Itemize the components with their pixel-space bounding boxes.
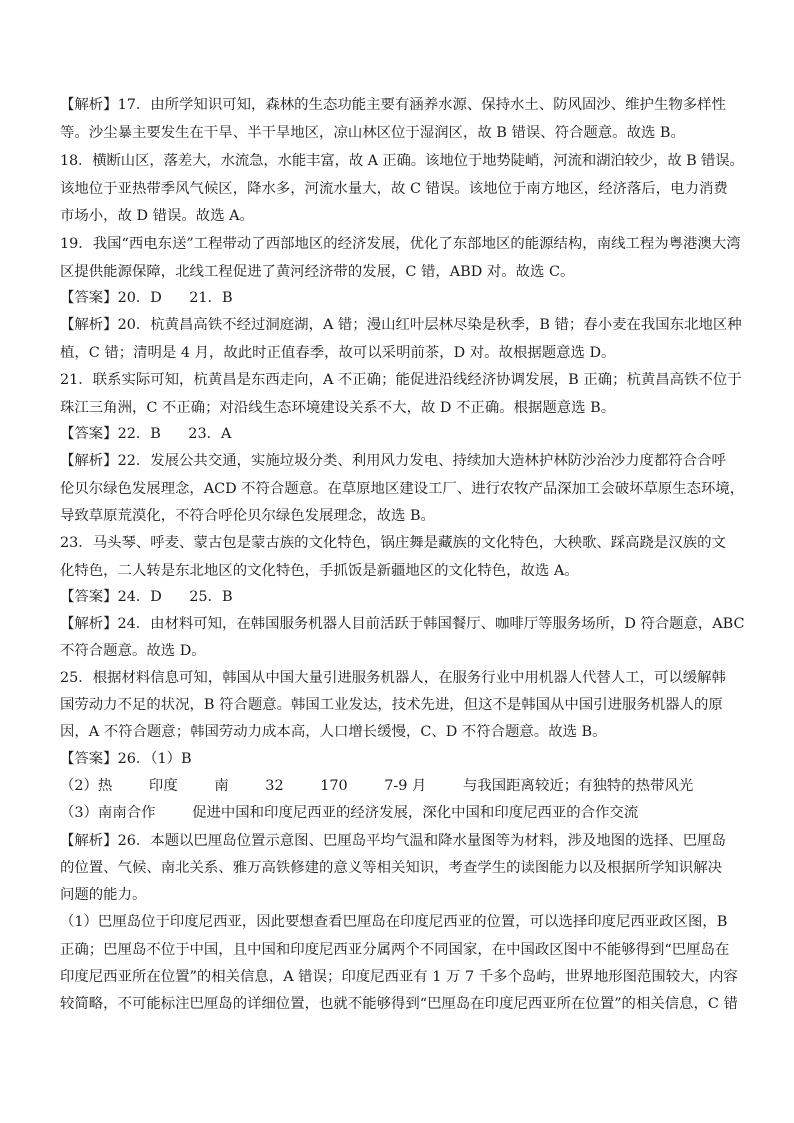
text-line: 的位置、气候、南北关系、雅万高铁修建的意义等相关知识，考查学生的读图能力以及根据所学知识解决 (60, 860, 722, 876)
text-line: 19．我国“西电东送”工程带动了西部地区的经济发展，优化了东部地区的能源结构，南线工程为粤港澳大湾 (60, 236, 741, 252)
text-line: 21．联系实际可知，杭黄昌是东西走向，A 不正确；能促进沿线经济协调发展，B 正确；杭黄昌高铁不位于 (60, 372, 742, 388)
text-line: 较简略，不可能标注巴厘岛的详细位置，也就不能够得到“巴厘岛在印度尼西亚所在位置”的相关信息，C 错 (60, 996, 738, 1012)
text-line: （1）巴厘岛位于印度尼西亚，因此要想查看巴厘岛在印度尼西亚的位置，可以选择印度尼西亚政区图，B (60, 914, 728, 930)
answer-line: 【答案】22．B 23．A (60, 426, 232, 442)
text-line: 市场小，故 D 错误。故选 A。 (60, 208, 254, 224)
text-line: 18．横断山区，落差大，水流急，水能丰富，故 A 正确。该地位于地势陡峭，河流和湖泊较少，故 B 错误。 (60, 153, 744, 169)
text-line: 植，C 错；清明是 4 月，故此时正值春季，故可以采明前茶，D 对。故根据题意选 D。 (60, 345, 616, 361)
text-line: 【解析】20．杭黄昌高铁不经过洞庭湖，A 错；漫山红叶层林尽染是秋季，B 错；春小麦在我国东北地区种 (60, 317, 742, 333)
text-line: （3）南南合作 促进中国和印度尼西亚的经济发展，深化中国和印度尼西亚的合作交流 (60, 805, 639, 821)
text-line: 珠江三角洲，C 不正确；对沿线生态环境建设关系不大，故 D 不正确。根据题意选 B。 (60, 400, 616, 416)
text-line: 25．根据材料信息可知，韩国从中国大量引进服务机器人，在服务行业中用机器人代替人工，可以缓解韩 (60, 670, 726, 686)
text-line: 印度尼西亚所在位置”的相关信息，A 错误；印度尼西亚有 1 万 7 千多个岛屿，世界地形图范围较大，内容 (60, 969, 738, 985)
text-line: 导致草原荒漠化，不符合呼伦贝尔绿色发展理念，故选 B。 (60, 508, 435, 524)
text-line: 【解析】17．由所学知识可知，森林的生态功能主要有涵养水源、保持水土、防风固沙、维护生物多样性 (60, 97, 726, 113)
text-line: 23．马头琴、呼麦、蒙古包是蒙古族的文化特色，锅庄舞是藏族的文化特色，大秧歌、踩高跷是汉族的文 (60, 535, 726, 551)
text-line: 区提供能源保障，北线工程促进了黄河经济带的发展，C 错，ABD 对。故选 C。 (60, 264, 575, 280)
text-line: 等。沙尘暴主要发生在干旱、半干旱地区，凉山林区位于湿润区，故 B 错误、符合题意。故选 B。 (60, 125, 685, 141)
text-line: 【解析】26．本题以巴厘岛位置示意图、巴厘岛平均气温和降水量图等为材料，涉及地图的选择、巴厘岛 (60, 833, 726, 849)
text-line: 伦贝尔绿色发展理念，ACD 不符合题意。在草原地区建设工厂、进行农牧产品深加工会破坏草原生态环境， (60, 481, 745, 497)
answer-line: 【答案】20．D 21．B (60, 290, 233, 306)
answer-line: 【答案】26．（1）B (60, 751, 192, 767)
text-line: （2）热 印度 南 32 170 7-9 月 与我国距离较近；有独特的热带风光 (60, 778, 694, 794)
text-line: 国劳动力不足的状况，B 符合题意。韩国工业发达，技术先进，但这不是韩国从中国引进服务机器人的原 (60, 697, 723, 713)
text-line: 该地位于亚热带季风气候区，降水多，河流水量大，故 C 错误。该地位于南方地区，经济落后，电力消费 (60, 181, 728, 197)
text-line: 【解析】24．由材料可知，在韩国服务机器人目前活跃于韩国餐厅、咖啡厅等服务场所，D 符合题意，ABC (60, 616, 745, 632)
text-line: 不符合题意。故选 D。 (60, 643, 206, 659)
text-line: 正确；巴厘岛不位于中国，且中国和印度尼西亚分属两个不同国家，在中国政区图中不能够得到“巴厘岛在 (60, 942, 730, 958)
text-line: 问题的能力。 (60, 887, 147, 903)
text-line: 因，A 不符合题意；韩国劳动力成本高，人口增长缓慢，C、D 不符合题意。故选 B。 (60, 724, 607, 740)
answer-line: 【答案】24．D 25．B (60, 589, 233, 605)
text-line: 【解析】22．发展公共交通，实施垃圾分类、利用风力发电、持续加大造林护林防沙治沙力度都符合合呼 (60, 453, 726, 469)
text-line: 化特色，二人转是东北地区的文化特色，手抓饭是新疆地区的文化特色，故选 A。 (60, 563, 579, 579)
